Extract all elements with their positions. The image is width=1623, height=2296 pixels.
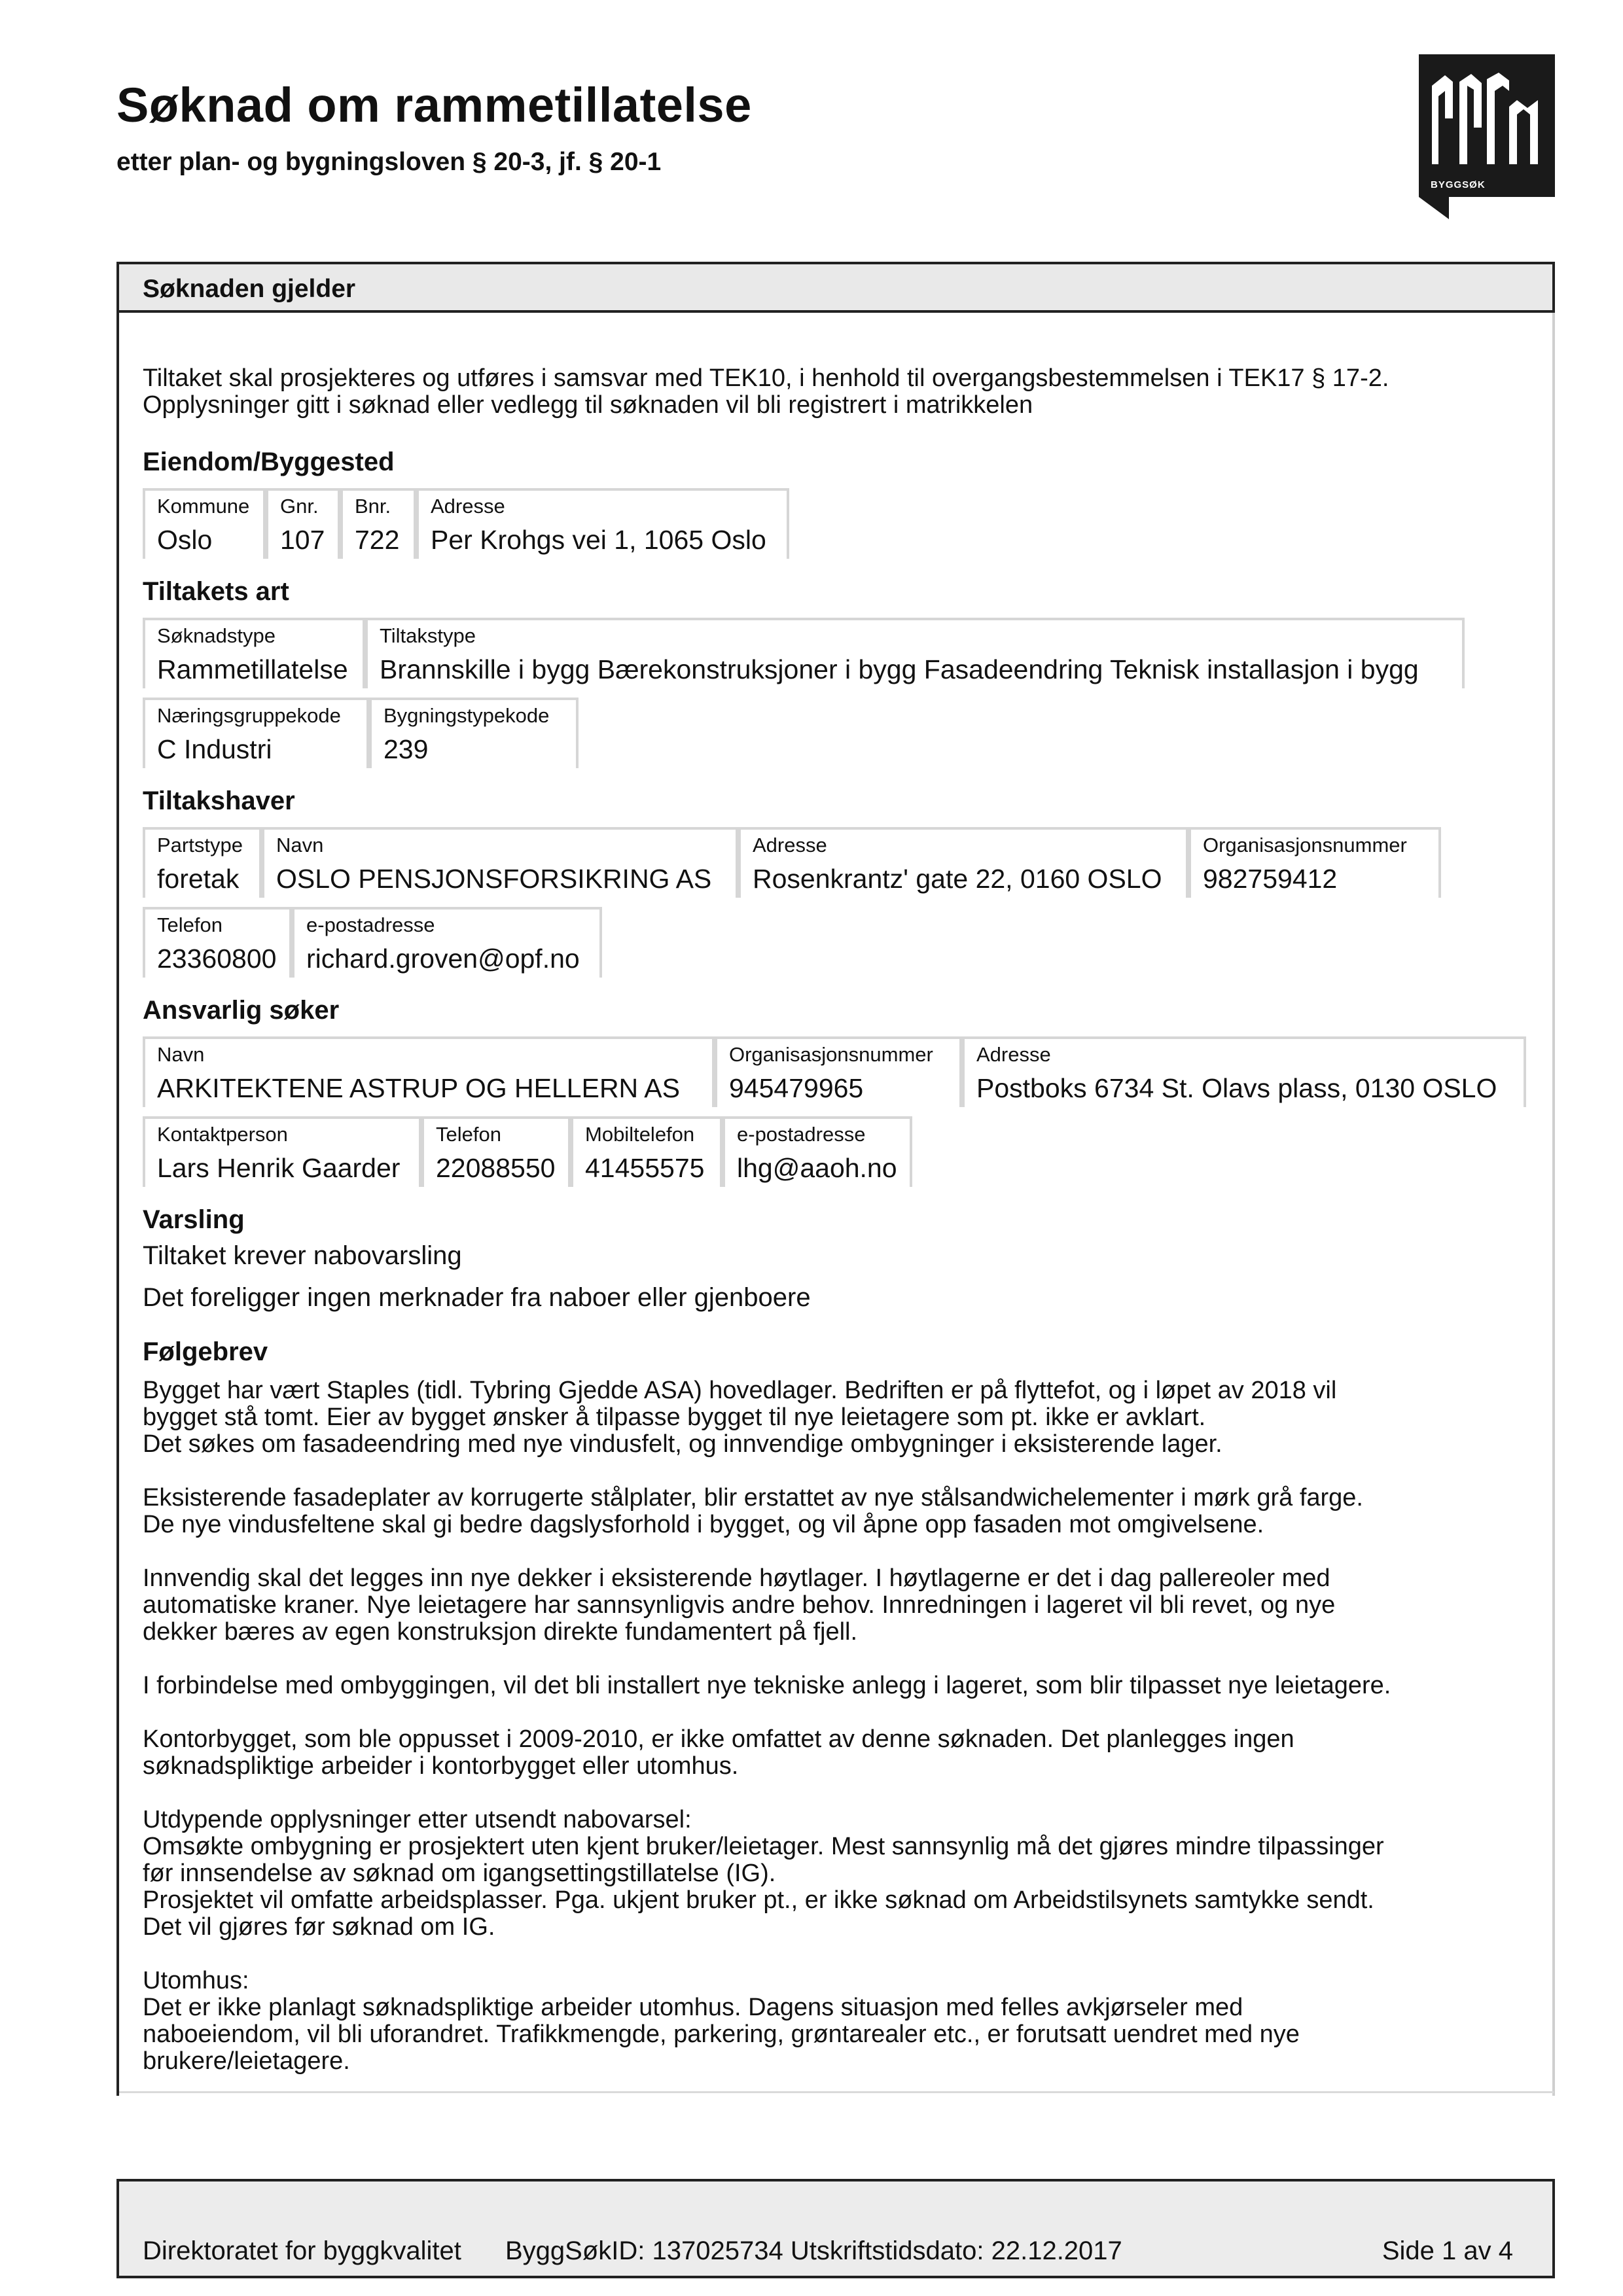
- folgebrev-line: brukere/leietagere.: [143, 2047, 350, 2075]
- field-value: 945479965: [729, 1073, 864, 1103]
- folgebrev-line: naboeiendom, vil bli uforandret. Trafikkmengde, parkering, grøntarealer etc., er forutsatt uendret med nye: [143, 2021, 1300, 2048]
- section-header: [116, 262, 1555, 313]
- field-value: Per Krohgs vei 1, 1065 Oslo: [431, 525, 766, 555]
- eiendom-heading: Eiendom/Byggested: [143, 448, 395, 476]
- field-label: Navn: [157, 1043, 205, 1066]
- folgebrev-line: Utdypende opplysninger etter utsendt nabovarsel:: [143, 1806, 692, 1833]
- field-organisasjonsnummer: [715, 1036, 962, 1107]
- varsling-line: Tiltaket krever nabovarsling: [143, 1241, 462, 1270]
- field-value: 22088550: [436, 1153, 556, 1183]
- field-partstype: [143, 827, 262, 898]
- field-label: Telefon: [157, 913, 223, 936]
- folgebrev-line: Utomhus:: [143, 1967, 249, 1994]
- field-bygningstypekode: [369, 698, 579, 768]
- field-label: Partstype: [157, 834, 243, 857]
- field-value: Brannskille i bygg Bærekonstruksjoner i bygg Fasadeendring Teknisk installasjon i bygg: [380, 654, 1419, 684]
- ansvarlig-soker-heading: Ansvarlig søker: [143, 996, 340, 1025]
- page-footer: [116, 2179, 1555, 2278]
- folgebrev-line: Bygget har vært Staples (tidl. Tybring Gjedde ASA) hovedlager. Bedriften er på flyttefot, og i løpet av 2018 vil: [143, 1377, 1337, 1404]
- folgebrev-line: bygget stå tomt. Eier av bygget ønsker å tilpasse bygget til nye leietagere som pt. ikke er avklart.: [143, 1404, 1206, 1431]
- field-epostadresse: [292, 907, 602, 978]
- field-label: Telefon: [436, 1123, 501, 1146]
- field-telefon: [143, 907, 292, 978]
- field-tiltakstype: [365, 618, 1465, 688]
- folgebrev-line: Det er ikke planlagt søknadspliktige arbeider utomhus. Dagens situasjon med felles avkjørseler med: [143, 1994, 1243, 2021]
- footer-byggsok-id: ByggSøkID: 137025734 Utskriftstidsdato: 22.12.2017: [505, 2236, 1122, 2265]
- field-label: e-postadresse: [737, 1123, 866, 1146]
- field-label: Adresse: [753, 834, 827, 857]
- logo-text: BYGGSØK: [1431, 179, 1486, 190]
- folgebrev-heading: Følgebrev: [143, 1337, 268, 1366]
- footer-organization: Direktoratet for byggkvalitet: [143, 2236, 461, 2265]
- field-naeringsgruppekode: [143, 698, 369, 768]
- field-soknadstype: [143, 618, 365, 688]
- document-subtitle: etter plan- og bygningsloven § 20-3, jf. § 20-1: [116, 148, 662, 176]
- field-label: Adresse: [431, 495, 505, 518]
- field-navn: [143, 1036, 715, 1107]
- field-value: 41455575: [585, 1153, 705, 1183]
- field-label: Navn: [276, 834, 324, 857]
- varsling-heading: Varsling: [143, 1205, 245, 1234]
- field-label: Tiltakstype: [380, 624, 476, 647]
- field-label: Kommune: [157, 495, 250, 518]
- field-bnr: [340, 488, 416, 559]
- field-kommune: [143, 488, 266, 559]
- field-adresse: [416, 488, 789, 559]
- folgebrev-line: Innvendig skal det legges inn nye dekker i eksisterende høytlager. I høytlagerne er det i dag pallereoler med: [143, 1564, 1330, 1592]
- field-label: Mobiltelefon: [585, 1123, 695, 1146]
- field-label: Organisasjonsnummer: [729, 1043, 933, 1066]
- field-navn: [262, 827, 738, 898]
- field-value: richard.groven@opf.no: [306, 944, 580, 974]
- folgebrev-line: Eksisterende fasadeplater av korrugerte stålplater, blir erstattet av nye stålsandwichelementer i mørk grå farge.: [143, 1484, 1363, 1511]
- folgebrev-line: Det vil gjøres før søknad om IG.: [143, 1913, 495, 1941]
- folgebrev-line: Det søkes om fasadeendring med nye vindusfelt, og innvendige ombygninger i eksisterende lager.: [143, 1430, 1222, 1458]
- field-label: Næringsgruppekode: [157, 704, 341, 727]
- field-value: C Industri: [157, 734, 272, 764]
- field-value: 107: [280, 525, 325, 555]
- folgebrev-line: dekker bæres av egen konstruksjon direkte fundamentert på fjell.: [143, 1618, 858, 1646]
- field-value: Rammetillatelse: [157, 654, 348, 684]
- field-telefon: [421, 1116, 571, 1187]
- bottom-border: [119, 2091, 1554, 2093]
- field-value: Lars Henrik Gaarder: [157, 1153, 401, 1183]
- right-border: [1552, 313, 1555, 2096]
- field-value: Postboks 6734 St. Olavs plass, 0130 OSLO: [976, 1073, 1497, 1103]
- field-gnr: [266, 488, 340, 559]
- folgebrev-line: Kontorbygget, som ble oppusset i 2009-2010, er ikke omfattet av denne søknaden. Det planlegges ingen: [143, 1725, 1294, 1753]
- tiltakets-art-heading: Tiltakets art: [143, 577, 289, 606]
- folgebrev-line: De nye vindusfeltene skal gi bedre dagslysforhold i bygget, og vil åpne opp fasaden mot omgivelsene.: [143, 1511, 1264, 1538]
- field-value: 982759412: [1203, 864, 1338, 894]
- field-kontaktperson: [143, 1116, 421, 1187]
- field-label: Bygningstypekode: [383, 704, 550, 727]
- field-label: Adresse: [976, 1043, 1051, 1066]
- field-adresse: [962, 1036, 1526, 1107]
- varsling-line: Det foreligger ingen merknader fra naboer eller gjenboere: [143, 1283, 811, 1312]
- field-label: Bnr.: [355, 495, 391, 518]
- field-value: 23360800: [157, 944, 277, 974]
- field-value: Oslo: [157, 525, 213, 555]
- document-title: Søknad om rammetillatelse: [116, 78, 752, 132]
- field-label: e-postadresse: [306, 913, 435, 936]
- footer-page-number: Side 1 av 4: [1382, 2236, 1513, 2265]
- section-title: Søknaden gjelder: [143, 275, 356, 303]
- field-mobiltelefon: [571, 1116, 722, 1187]
- field-value: OSLO PENSJONSFORSIKRING AS: [276, 864, 712, 894]
- field-value: 239: [383, 734, 429, 764]
- folgebrev-line: søknadspliktige arbeider i kontorbygget eller utomhus.: [143, 1752, 739, 1780]
- tiltakshaver-heading: Tiltakshaver: [143, 786, 295, 815]
- field-label: Kontaktperson: [157, 1123, 288, 1146]
- intro-line-2: Opplysninger gitt i søknad eller vedlegg til søknaden vil bli registrert i matrikkelen: [143, 391, 1033, 419]
- field-value: foretak: [157, 864, 240, 894]
- folgebrev-line: Prosjektet vil omfatte arbeidsplasser. Pga. ukjent bruker pt., er ikke søknad om Arbeidstilsynets samtykke sendt.: [143, 1886, 1374, 1914]
- field-epostadresse: [722, 1116, 912, 1187]
- folgebrev-line: før innsendelse av søknad om igangsettingstillatelse (IG).: [143, 1860, 776, 1887]
- folgebrev-line: Omsøkte ombygning er prosjektert uten kjent bruker/leietager. Mest sannsynlig må det gjøres mindre tilpassinger: [143, 1833, 1384, 1860]
- field-adresse: [738, 827, 1188, 898]
- field-label: Søknadstype: [157, 624, 276, 647]
- field-organisasjonsnummer: [1188, 827, 1441, 898]
- field-label: Organisasjonsnummer: [1203, 834, 1407, 857]
- left-border: [116, 313, 119, 2096]
- field-value: ARKITEKTENE ASTRUP OG HELLERN AS: [157, 1073, 680, 1103]
- folgebrev-line: automatiske kraner. Nye leietagere har sannsynligvis andre behov. Innredningen i lageret vil bli revet, og nye: [143, 1591, 1336, 1619]
- field-label: Gnr.: [280, 495, 319, 518]
- folgebrev-line: I forbindelse med ombyggingen, vil det bli installert nye tekniske anlegg i lageret, som blir tilpasset nye leietagere.: [143, 1672, 1391, 1699]
- intro-line-1: Tiltaket skal prosjekteres og utføres i samsvar med TEK10, i henhold til overgangsbestemmelsen i TEK17 § 17-2.: [143, 364, 1389, 392]
- field-value: 722: [355, 525, 400, 555]
- field-value: lhg@aaoh.no: [737, 1153, 897, 1183]
- byggsok-logo: [1419, 54, 1555, 219]
- field-value: Rosenkrantz' gate 22, 0160 OSLO: [753, 864, 1162, 894]
